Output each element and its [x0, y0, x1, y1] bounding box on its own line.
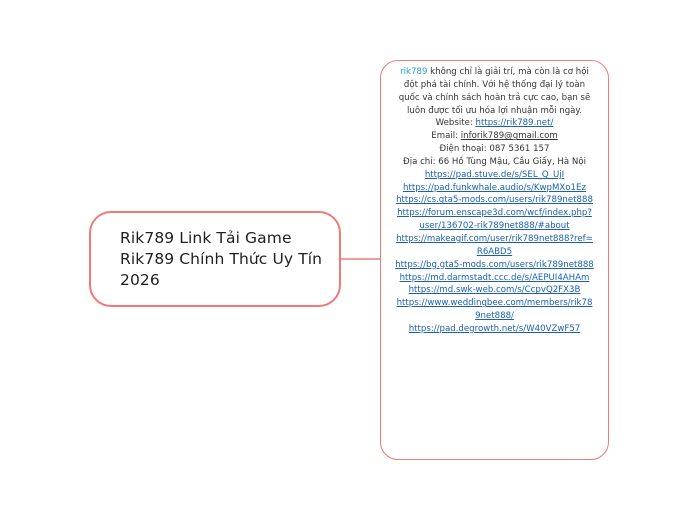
link-item[interactable]: https://makeagif.com/user/rik789net888?ref=R6ABD5 [396, 233, 593, 257]
link-item[interactable]: https://md.swk-web.com/s/CcpvQ2FX3B [408, 285, 581, 296]
root-topic-title: Rik789 Link Tải Game Rik789 Chính Thức Uy Tín 2026 [120, 228, 323, 289]
link-item[interactable]: https://forum.enscape3d.com/wcf/index.php?user/136702-rik789net888/#about [397, 208, 592, 232]
address-line: Địa chỉ: 66 Hồ Tùng Mậu, Cầu Giấy, Hà Nội [403, 156, 586, 167]
intro-paragraph [395, 66, 594, 117]
link-item[interactable]: https://cs.gta5-mods.com/users/rik789net888 [396, 195, 593, 206]
link-item[interactable]: https://pad.degrowth.net/s/W40VZwF57 [408, 323, 581, 334]
email-label: Email: [431, 131, 461, 142]
email-link[interactable]: inforik789@gmail.com [460, 131, 558, 142]
link-item[interactable]: https://pad.stuve.de/s/SEL_Q_UjI [424, 169, 565, 180]
details-topic-node[interactable] [380, 60, 609, 460]
phone-line: Điện thoại: 087 5361 157 [439, 144, 550, 155]
links-list [395, 169, 594, 336]
website-label: Website: [435, 118, 476, 129]
link-item[interactable]: https://md.darmstadt.ccc.de/s/AEPUI4AHAm [399, 272, 590, 283]
link-item[interactable]: https://pad.funkwhale.audio/s/KwpMXo1Ez [403, 182, 586, 193]
brand-link[interactable]: rik789 [400, 67, 428, 77]
root-topic-node[interactable] [89, 211, 341, 307]
link-item[interactable]: https://bg.gta5-mods.com/users/rik789net888 [395, 259, 594, 270]
website-line [395, 117, 594, 130]
link-item[interactable]: https://www.weddingbee.com/members/rik789net888/ [396, 298, 593, 322]
email-line [395, 130, 594, 143]
website-link[interactable]: https://rik789.net/ [475, 118, 554, 129]
intro-text: không chỉ là giải trí, mà còn là cơ hội đột phá tài chính. Với hệ thống đại lý toàn quốc và chính sách hoàn trả cực cao, bạn sẽ luôn được tối ưu hóa lợi nhuận mỗi ngày. [398, 67, 591, 116]
